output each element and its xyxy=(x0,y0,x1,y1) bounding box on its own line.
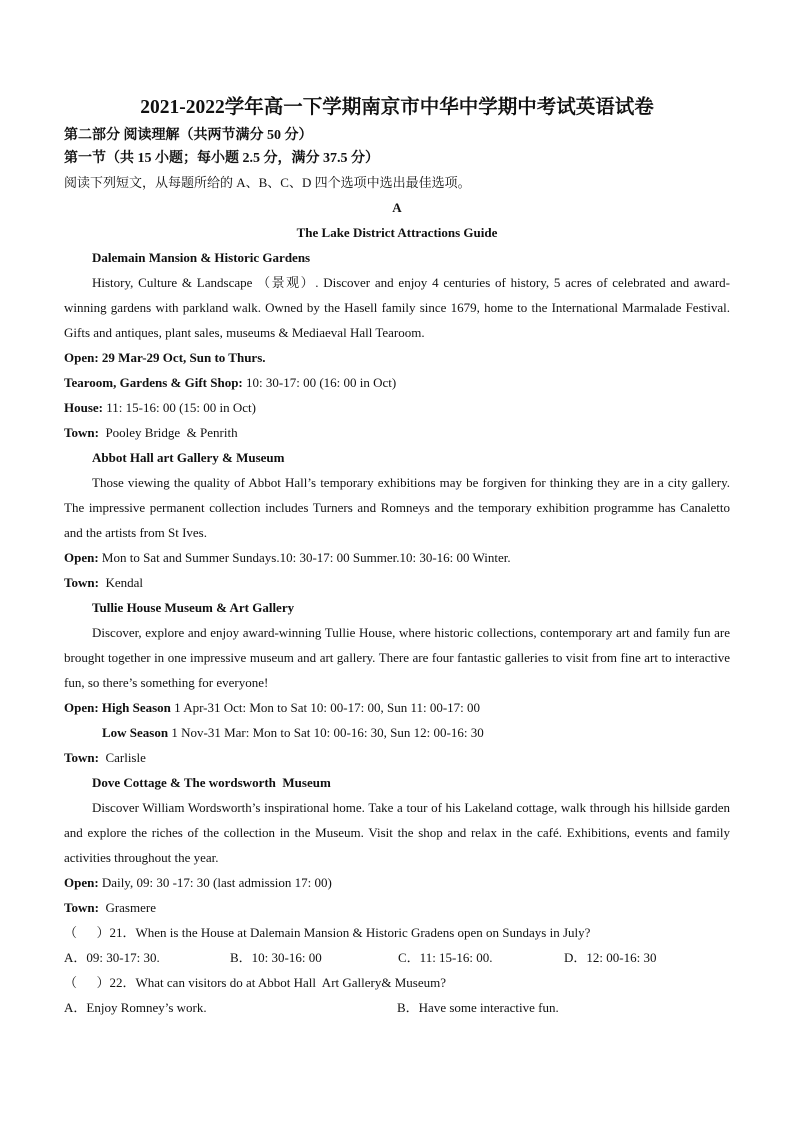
town-label: Town: xyxy=(64,900,99,915)
open-info xyxy=(64,345,730,370)
house-hours: 11: 15-16: 00 (15: 00 in Oct) xyxy=(103,400,256,415)
subsection-heading: 第一节（共 15 小题；每小题 2.5 分，满分 37.5 分） xyxy=(64,151,379,166)
house-info xyxy=(64,395,730,420)
tearoom-info xyxy=(64,370,730,395)
house-label: House: xyxy=(64,400,103,415)
town-label: Town: xyxy=(64,750,99,765)
attraction-description: History, Culture & Landscape （景观）. Discover and enjoy 4 centuries of history, 5 acres of celebrated and award-winning gardens with parkland walk. Owned by the Hasell family since 1679, home to the International Marmalade Festival. Gifts and antiques, plant sales, museums & Mediaeval Hall Tearoom. xyxy=(64,275,730,340)
attraction-name: Dove Cottage & The wordsworth Museum xyxy=(92,775,331,790)
instructions: 阅读下列短文，从每题所给的 A、B、C、D 四个选项中选出最佳选项。 xyxy=(64,175,471,190)
high-season-hours: 1 Apr-31 Oct: Mon to Sat 10: 00-17: 00, Sun 11: 00-17: 00 xyxy=(170,700,481,715)
question-options xyxy=(64,995,730,1020)
option-b: B．Have some interactive fun. xyxy=(397,1000,559,1015)
town-value: Kendal xyxy=(98,575,143,590)
tearoom-hours: 10: 30-17: 00 (16: 00 in Oct) xyxy=(242,375,397,390)
open-hours: Daily, 09: 30 -17: 30 (last admission 17: 00) xyxy=(98,875,332,890)
attraction-name: Tullie House Museum & Art Gallery xyxy=(92,600,295,615)
open-label: Open: xyxy=(64,550,99,565)
town-value: Carlisle xyxy=(98,750,146,765)
option-d: D．12: 00-16: 30 xyxy=(564,950,657,965)
option-a: A．Enjoy Romney’s work. xyxy=(64,1000,207,1015)
open-info xyxy=(64,545,730,570)
open-low-season xyxy=(64,720,730,745)
attraction-description: Discover William Wordsworth’s inspirational home. Take a tour of his Lakeland cottage, walk through his hillside garden and explore the riches of the collection in the Museum. Visit the shop and relax in the café. Exhibitions, events and family activities throughout the year. xyxy=(64,800,730,865)
question-stem: （ ）22．What can visitors do at Abbot Hall Art Gallery& Museum? xyxy=(64,975,446,990)
exam-title: 2021-2022学年高一下学期南京市中华中学期中考试英语试卷 xyxy=(140,97,654,118)
town-value: Pooley Bridge & Penrith xyxy=(98,425,238,440)
town-label: Town: xyxy=(64,575,99,590)
attraction-description: Those viewing the quality of Abbot Hall’s temporary exhibitions may be forgiven for thinking they are in a city gallery. The impressive permanent collection includes Turners and Romneys and the temporary exhibition programme has Canaletto and the artists from St Ives. xyxy=(64,475,730,540)
option-b: B．10: 30-16: 00 xyxy=(230,950,322,965)
attraction-name: Abbot Hall art Gallery & Museum xyxy=(92,450,285,465)
town-info xyxy=(64,570,730,595)
town-value: Grasmere xyxy=(98,900,156,915)
high-season-label: Open: High Season xyxy=(64,700,171,715)
open-hours: Mon to Sat and Summer Sundays.10: 30-17: 00 Summer.10: 30-16: 00 Winter. xyxy=(98,550,511,565)
town-label: Town: xyxy=(64,425,99,440)
open-info xyxy=(64,870,730,895)
question-stem: （ ）21．When is the House at Dalemain Mansion & Historic Gradens open on Sundays in July? xyxy=(64,925,591,940)
option-c: C．11: 15-16: 00. xyxy=(398,950,493,965)
open-hours: Open: 29 Mar-29 Oct, Sun to Thurs. xyxy=(64,350,266,365)
town-info xyxy=(64,420,730,445)
passage-title: The Lake District Attractions Guide xyxy=(296,225,498,240)
attraction-description: Discover, explore and enjoy award-winning Tullie House, where historic collections, contemporary art and family fun are brought together in one impressive museum and art gallery. There are four fantastic galleries to visit from fine art to interactive fun, so there’s something for everyone! xyxy=(64,625,730,690)
open-label: Open: xyxy=(64,875,99,890)
section-heading: 第二部分 阅读理解（共两节满分 50 分） xyxy=(64,128,313,143)
low-season-hours: 1 Nov-31 Mar: Mon to Sat 10: 00-16: 30, Sun 12: 00-16: 30 xyxy=(168,725,484,740)
question-options xyxy=(64,945,730,970)
passage-letter: A xyxy=(392,200,402,215)
attraction-name: Dalemain Mansion & Historic Gardens xyxy=(92,250,311,265)
town-info xyxy=(64,745,730,770)
town-info xyxy=(64,895,730,920)
exam-page xyxy=(64,94,730,1020)
open-high-season xyxy=(64,695,730,720)
low-season-label: Low Season xyxy=(102,725,169,740)
tearoom-label: Tearoom, Gardens & Gift Shop: xyxy=(64,375,243,390)
option-a: A．09: 30-17: 30. xyxy=(64,950,160,965)
